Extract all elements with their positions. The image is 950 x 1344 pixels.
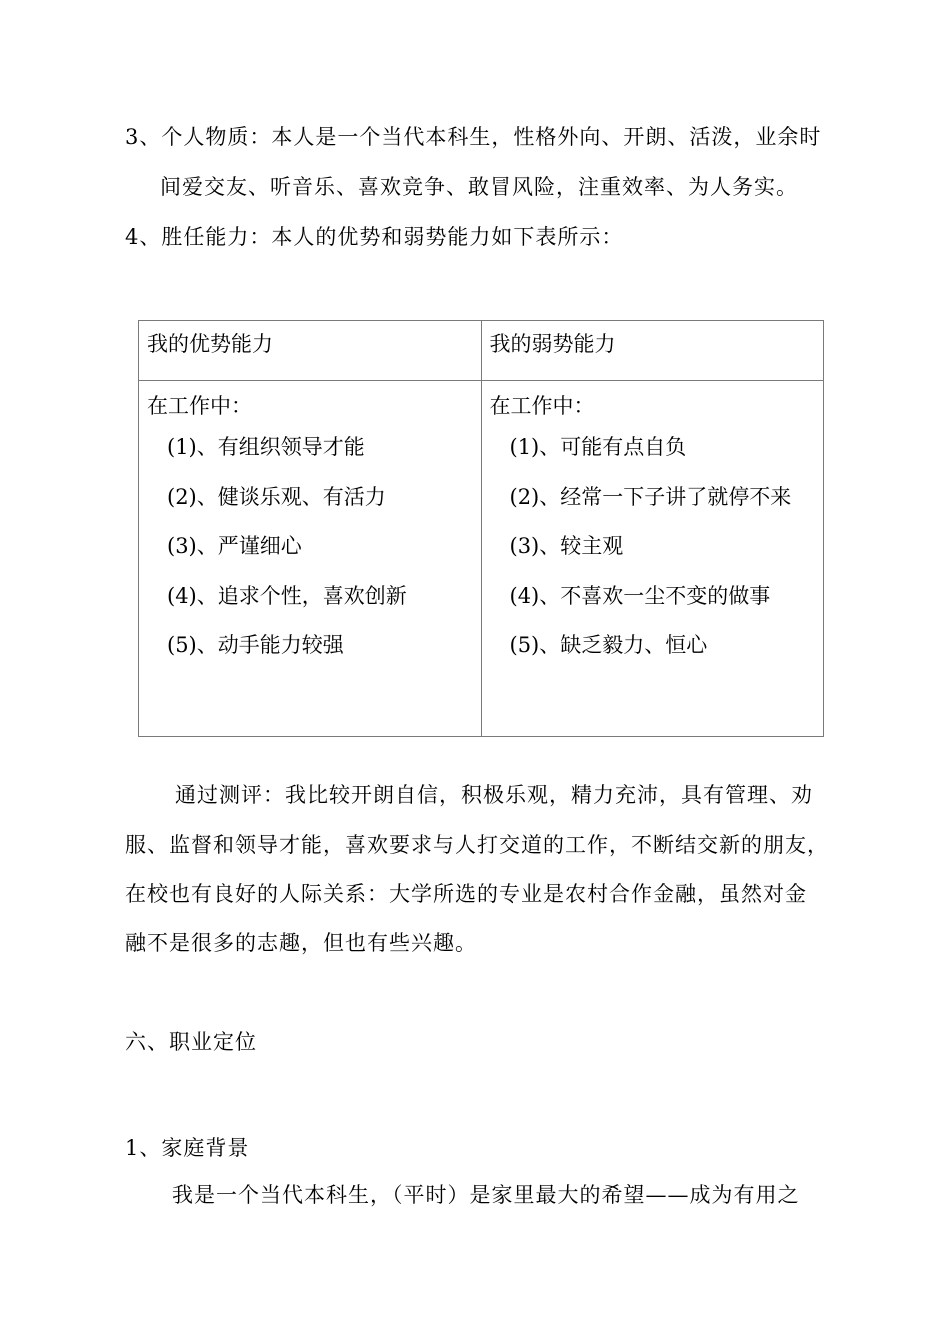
weakness-header: 我的弱势能力 — [481, 321, 824, 381]
strength-item: (2)、健谈乐观、有活力 — [167, 484, 386, 509]
weakness-intro: 在工作中： — [489, 394, 595, 418]
strength-cell — [139, 381, 482, 737]
strength-intro: 在工作中： — [147, 394, 252, 418]
weakness-item: (4)、不喜欢一尘不变的做事 — [509, 583, 771, 608]
item-3-line-1: 3、个人物质：本人是一个当代本科生，性格外向、开朗、活泼，业余时 — [125, 125, 822, 149]
weakness-item: (1)、可能有点自负 — [509, 435, 687, 459]
strength-item: (4)、追求个性，喜欢创新 — [167, 583, 407, 608]
section-heading: 六、职业定位 — [125, 1030, 257, 1054]
strength-item: (1)、有组织领导才能 — [167, 435, 365, 459]
ability-table — [138, 320, 824, 737]
family-line: 我是一个当代本科生，（平时）是家里最大的希望——成为有用之 — [172, 1183, 800, 1207]
item-3-line-2: 间爱交友、听音乐、喜欢竞争、敢冒风险，注重效率、为人务实。 — [160, 175, 798, 199]
weakness-item: (5)、缺乏毅力、恒心 — [509, 633, 708, 657]
strength-header: 我的优势能力 — [139, 321, 482, 381]
evaluation-line-3: 在校也有良好的人际关系：大学所选的专业是农村合作金融，虽然对金 — [125, 882, 807, 906]
weakness-item: (2)、经常一下子讲了就停不来 — [509, 484, 792, 509]
strength-item: (3)、严谨细心 — [167, 534, 302, 558]
evaluation-line-1: 通过测评：我比较开朗自信，积极乐观，精力充沛，具有管理、劝 — [175, 783, 813, 807]
weakness-cell — [481, 381, 824, 737]
sub-heading: 1、家庭背景 — [125, 1136, 250, 1160]
strength-item: (5)、动手能力较强 — [167, 633, 344, 657]
evaluation-line-2: 服、监督和领导才能，喜欢要求与人打交道的工作，不断结交新的朋友， — [125, 833, 829, 857]
evaluation-line-4: 融不是很多的志趣，但也有些兴趣。 — [125, 931, 477, 955]
weakness-item: (3)、较主观 — [509, 534, 624, 558]
item-4-line: 4、胜任能力：本人的优势和弱势能力如下表所示： — [125, 225, 624, 249]
